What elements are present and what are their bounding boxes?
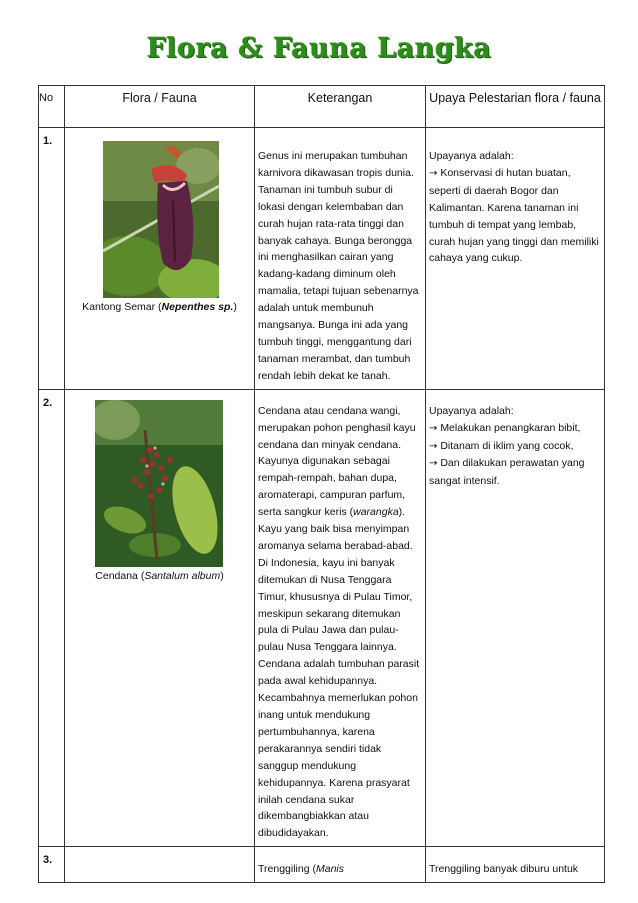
row-number: 2. — [39, 389, 65, 847]
arrow-icon: → — [429, 440, 438, 452]
keterangan-text: Cendana atau cendana wangi, merupakan pohon penghasil kayu cendana dan minyak cendana. Kayunya digunakan sebagai rempah-rempah, bahan dupa, aromaterapi, campuran parfum, serta sangkur keris (warangka). Kayu yang baik bisa menyimpan aromanya selama berabad-abad. Di Indonesia, kayu ini banyak ditemukan di Nusa Tenggara Timur, khususnya di Pulau Timor, meskipun sekarang ditemukan pula di Pulau Jawa dan pulau-pulau Nusa Tenggara lainnya. Cendana adalah tumbuhan parasit pada awal kehidupannya. Kecambahnya memerlukan pohon inang untuk mendukung pertumbuhannya, karena perakarannya sendiri tidak sanggup mendukung kehidupannya. Karena prasyarat inilah cendana sukar dikembangbiakkan atau dibudidayakan. — [258, 404, 420, 840]
keterangan-text: Trenggiling (Manis — [258, 863, 344, 876]
keterangan-cell — [255, 128, 426, 390]
upaya-cell — [426, 128, 605, 390]
header-no: No — [39, 86, 65, 128]
keterangan-text: Genus ini merupakan tumbuhan karnivora dikawasan tropis dunia. Tanaman ini tumbuh subur di lokasi dengan kelembaban dan curah hujan rata-rata tinggi dan banyak cahaya. Bunga berongga ini menghasilkan cairan yang kadang-kadang diminum oleh mamalia, tetapi tujuan sebenarnya adalah untuk membunuh mangsanya. Bunga ini ada yang tumbuh tinggi, menggantung dari tanaman merambat, dan tumbuh rendah lebih dekat ke tanah. — [258, 150, 419, 382]
flora-caption: Cendana (Santalum album) — [95, 569, 224, 582]
upaya-cell — [426, 389, 605, 847]
table-row — [39, 389, 605, 847]
flora-caption: Kantong Semar (Nepenthes sp.) — [82, 301, 237, 313]
row-number: 1. — [39, 128, 65, 390]
arrow-icon: → — [429, 167, 438, 179]
page-title: Flora & Fauna Langka — [146, 33, 492, 64]
keterangan-cell — [255, 389, 426, 847]
row-number: 3. — [39, 847, 65, 883]
flora-cell — [65, 389, 255, 847]
header-flora-fauna: Flora / Fauna — [65, 86, 255, 128]
nepenthes-photo — [103, 141, 219, 298]
header-upaya: Upaya Pelestarian flora / fauna — [426, 86, 605, 128]
flora-cell — [65, 847, 255, 883]
upaya-text: Upayanya adalah: → Melakukan penangkaran bibit, → Ditanam di iklim yang cocok, → Dan dilakukan perawatan yang sangat intensif. — [429, 404, 585, 488]
arrow-icon: → — [429, 422, 438, 434]
keterangan-cell — [255, 847, 426, 883]
table-row — [39, 847, 605, 883]
upaya-text: Trenggiling banyak diburu untuk — [429, 863, 579, 876]
santalum-photo — [95, 400, 223, 567]
upaya-cell — [426, 847, 605, 883]
flora-cell — [65, 128, 255, 390]
header-keterangan: Keterangan — [255, 86, 426, 128]
flora-fauna-table — [38, 85, 605, 883]
table-header-row — [39, 86, 605, 128]
table-row — [39, 128, 605, 390]
upaya-text: Upayanya adalah: → Konservasi di hutan buatan, seperti di daerah Bogor dan Kalimantan. Karena tanaman ini tumbuh di tempat yang lembab, curah hujan yang tinggi dan memiliki cahaya yang cukup. — [429, 150, 599, 265]
arrow-icon: → — [429, 458, 438, 470]
